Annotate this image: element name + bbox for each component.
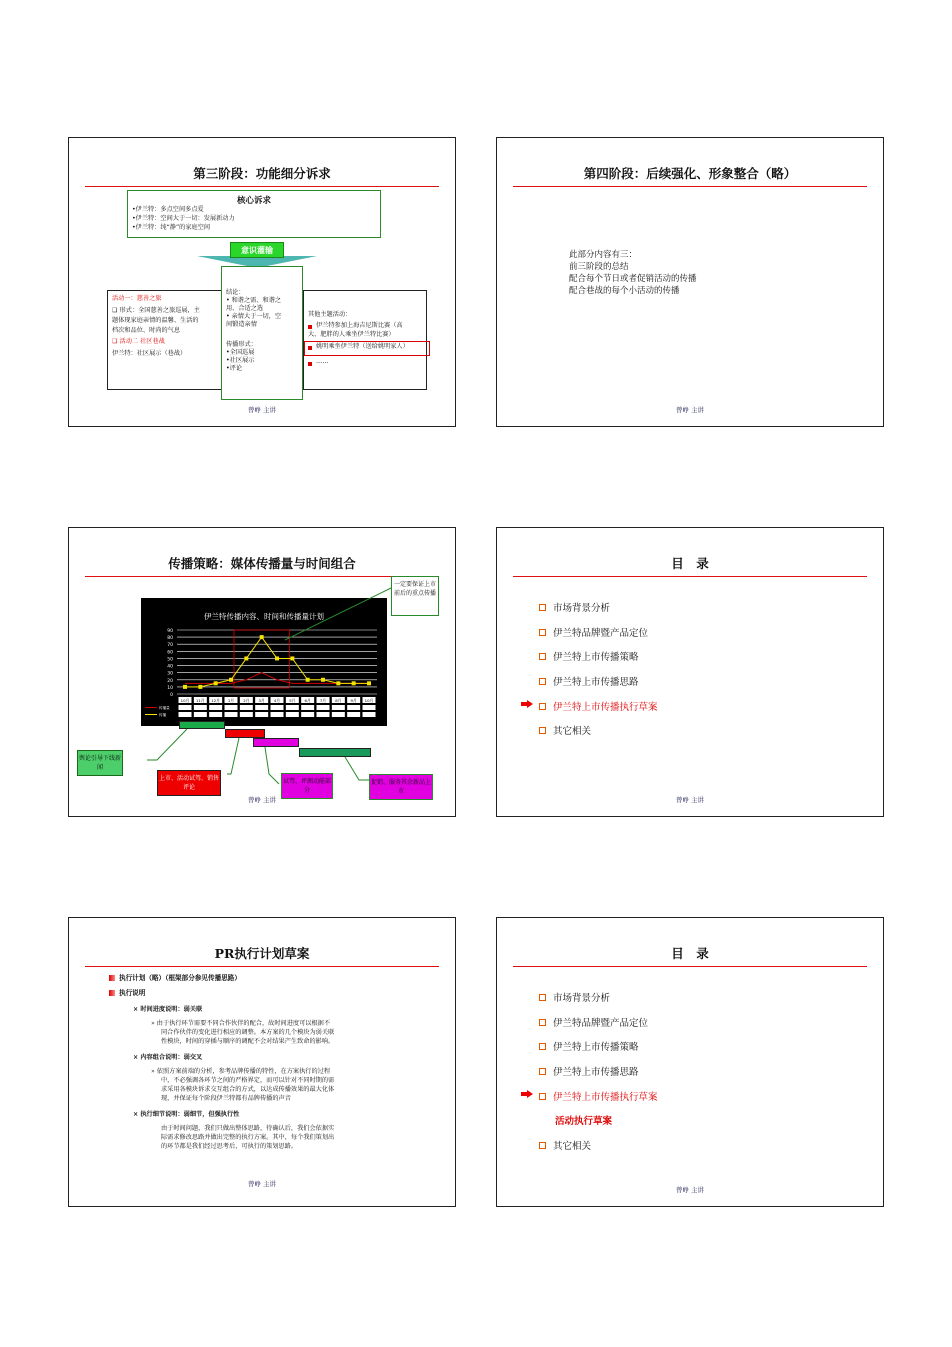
conclusion-line: • 和谐之需、和谐之 (226, 297, 282, 304)
checkbox-icon (539, 629, 546, 636)
y-tick-label: 10 (167, 685, 173, 691)
conclusion-line: 间锻造亲情 (226, 321, 257, 328)
slide-toc-1 (496, 527, 884, 817)
slide-phase4 (496, 137, 884, 427)
core-appeal-line: •伊兰特：空间大于一切：发展新动力 (132, 215, 235, 222)
title-rule (85, 186, 439, 187)
content-line: 配合巷战的每个小活动的传播 (569, 286, 680, 296)
title-rule (513, 576, 867, 577)
slide-toc-2 (496, 917, 884, 1207)
toc-item-label: 伊兰特品牌暨产品定位 (553, 628, 649, 639)
toc-item-label: 伊兰特上市传播思路 (553, 1067, 639, 1078)
plan-text: 求采用各模块诉求交互组合的方式，以达成传播效果的最大化体 (161, 1086, 335, 1093)
toc-item-label: 伊兰特品牌暨产品定位 (553, 1018, 649, 1029)
bullet-icon (109, 975, 115, 981)
toc-item[interactable] (539, 723, 591, 737)
bullet-icon (308, 362, 312, 366)
plan-text: 现，并保证每个阶段伊兰特都有品牌传播的声音 (161, 1095, 291, 1102)
toc-item-label: 市场背景分析 (553, 993, 611, 1004)
conclusion-line: •评论 (226, 365, 243, 372)
slide-footer: 曾峥 主讲 (675, 1186, 705, 1194)
toc-item[interactable] (539, 990, 610, 1004)
toc-item-active[interactable] (539, 699, 658, 713)
x-tick-label: 3月 (258, 697, 265, 703)
slide-footer: 曾峥 主讲 (675, 406, 705, 414)
y-tick-label: 40 (167, 664, 173, 670)
x-tick-label: 1月 (227, 697, 235, 703)
y-tick-label: 80 (167, 636, 173, 642)
x-tick-label: 11月 (196, 697, 205, 703)
x-tick-label: 10月 (180, 697, 190, 703)
slide-footer: 曾峥 主讲 (247, 406, 277, 414)
checkbox-icon (539, 1019, 546, 1026)
left-activity-box (107, 290, 229, 390)
plan-text: 的环节都是我们经过思考后，可执行的策划思路。 (161, 1143, 298, 1150)
slide-phase3 (68, 137, 456, 427)
title-rule (513, 186, 867, 187)
toc-item-label: 伊兰特上市传播执行草案 (553, 1092, 658, 1103)
toc-item[interactable] (539, 1015, 648, 1029)
bullet-icon (109, 990, 115, 996)
slide-title: 第四阶段：后续强化、形象整合（略） (583, 166, 797, 181)
plan-text: 同合作伙伴的变化进行相应的调整。本方案的几个模块为弱关联 (161, 1029, 335, 1036)
y-tick-label: 70 (167, 643, 173, 649)
activity-line: 活动一：慈善之旅 (112, 295, 162, 302)
toc-item-label: 伊兰特上市传播思路 (553, 677, 639, 688)
y-tick-label: 50 (167, 657, 173, 663)
x-tick-label: 10月 (364, 697, 374, 703)
slide-title: PR执行计划草案 (214, 946, 310, 961)
slide-footer: 曾峥 主讲 (675, 796, 705, 804)
checkbox-icon (539, 604, 546, 611)
label-test-text: 试驾、评测动能部分 (282, 778, 331, 794)
y-tick-label: 60 (167, 650, 173, 656)
toc-subitem[interactable]: 活动执行草案 (555, 1116, 613, 1127)
legend-label: 传播 (159, 713, 167, 717)
toc-item[interactable] (539, 674, 639, 688)
x-tick-label: 6月 (304, 697, 311, 703)
checkbox-icon (539, 653, 546, 660)
awareness-banner (230, 242, 284, 258)
label-launch-text: 上市、活动试驾、销售评论 (158, 775, 219, 791)
activity-line: 伊兰特：社区展示（巷战） (112, 350, 187, 357)
slide-title: 传播策略：媒体传播量与时间组合 (168, 556, 356, 571)
checkbox-icon (539, 1068, 546, 1075)
plan-text: » 依照方案前端的分析，参考品牌传播的特性，在方案执行的过程 (151, 1068, 331, 1075)
activity-line: ❑ 形式：全国慈善之旅巡展，主 (112, 307, 200, 314)
slide-title: 目 录 (671, 946, 709, 961)
content-line: 配合每个节日或者促销活动的传播 (569, 274, 697, 284)
bullet-icon (308, 325, 312, 329)
plan-subhead: × 执行细节说明：弱细节，但强执行性 (133, 1111, 240, 1118)
checkbox-icon (539, 727, 546, 734)
conclusion-line: •全国巡展 (226, 349, 255, 356)
plan-subhead: × 时间进度说明：弱关联 (133, 1006, 203, 1013)
conclusion-box (221, 266, 303, 400)
label-box-launch (157, 770, 221, 796)
conclusion-line: • 亲情大于一切，空 (226, 313, 282, 320)
content-line: 此部分内容有三： (569, 250, 638, 260)
current-arrow-icon (521, 1090, 533, 1098)
other-activity-line: 大、肥胖的人乘坐伊兰特比赛） (308, 331, 395, 338)
toc-item[interactable] (539, 1039, 639, 1053)
core-appeal-box (127, 190, 381, 238)
conclusion-line: 传播形式： (226, 341, 257, 348)
title-rule (513, 966, 867, 967)
x-tick-label: 5月 (289, 697, 296, 703)
callout-text: 一定要保证上市前后的重点传播 (393, 581, 436, 597)
toc-item[interactable] (539, 1138, 591, 1152)
toc-item[interactable] (539, 649, 639, 663)
activity-line: 题体现家庭亲情的温馨、生活的 (112, 317, 199, 324)
activity-line: ❑ 活动二 社区巷战 (112, 338, 165, 345)
toc-item-label: 伊兰特上市传播策略 (553, 652, 639, 663)
plan-bullet: 执行计划（略）（框架部分参见传播思路） (119, 974, 241, 982)
x-tick-label: 2月 (243, 697, 250, 703)
y-tick-label: 90 (167, 629, 173, 634)
toc-item[interactable] (539, 625, 648, 639)
conclusion-line: •社区展示 (226, 357, 255, 364)
checkbox-icon (539, 1043, 546, 1050)
core-appeal-line: •伊兰特：多点空间多点爱 (132, 206, 204, 213)
toc-item-label: 伊兰特上市传播执行草案 (553, 702, 658, 713)
checkbox-icon (539, 994, 546, 1001)
x-tick-label: 7月 (319, 697, 327, 703)
checkbox-icon (539, 1093, 546, 1100)
slide-media-strategy (68, 527, 456, 817)
x-tick-label: 8月 (335, 697, 342, 703)
current-arrow-icon (521, 700, 533, 708)
core-appeal-line: •伊兰特：纯“静”的家庭空间 (132, 224, 211, 231)
conclusion-line: 结论： (226, 289, 245, 296)
x-tick-label: 12月 (211, 697, 220, 703)
slide-pr-plan (68, 917, 456, 1207)
toc-item[interactable] (539, 600, 610, 614)
label-news-text: 舆论引导下线新闻 (78, 755, 121, 771)
x-tick-label: 4月 (273, 697, 281, 703)
conclusion-line: 用、合适之选 (226, 305, 264, 312)
x-tick-label: 9月 (350, 697, 357, 703)
other-activities-box (303, 290, 427, 390)
toc-item-active[interactable] (539, 1089, 658, 1103)
plan-text: 性模块，时间的穿插与顺序的调配不会对结果产生致命的影响。 (161, 1038, 335, 1045)
other-activity-line: 伊兰特参加上海吉尼斯比赛（高 (316, 322, 403, 329)
checkbox-icon (539, 703, 546, 710)
bullet-icon (308, 346, 312, 350)
plan-text: 由于时间问题，我们只做出整体思路，待确认后，我们会依据实 (161, 1125, 335, 1132)
plan-text: » 由于执行环节需要不同合作伙伴的配合，故时间进度可以根据不 (151, 1020, 331, 1027)
label-box-news (77, 750, 123, 776)
chart-title: 伊兰特传播内容、时间和传播量计划 (204, 612, 324, 621)
toc-item-label: 其它相关 (553, 726, 592, 737)
slide-footer: 曾峥 主讲 (247, 1180, 277, 1188)
toc-item[interactable] (539, 1064, 639, 1078)
plan-text: 际需求修改思路并做出完整的执行方案。其中，每个我们策划出 (161, 1134, 335, 1141)
toc-item-label: 伊兰特上市传播策略 (553, 1042, 639, 1053)
plan-bullet: 执行说明 (119, 989, 146, 997)
slide-title: 目 录 (671, 556, 709, 571)
content-line: 前三阶段的总结 (569, 262, 629, 272)
plan-subhead: × 内容组合说明：弱交叉 (133, 1054, 203, 1061)
plan-text: 中，不必强调各环节之间的严格界定，而可以针对不同时期的需 (161, 1077, 335, 1084)
y-tick-label: 0 (170, 693, 173, 698)
y-tick-label: 20 (167, 678, 173, 684)
slide-footer: 曾峥 主讲 (247, 796, 277, 804)
awareness-label: 意识灌输 (241, 246, 273, 255)
legend-label: 传播量 (159, 706, 170, 710)
core-appeal-title: 核心诉求 (236, 196, 271, 206)
slide-title: 第三阶段：功能细分诉求 (193, 166, 331, 181)
other-activity-more: …… (316, 358, 329, 365)
checkbox-icon (539, 1142, 546, 1149)
checkbox-icon (539, 678, 546, 685)
label-promo-text: 促销、服务其余新品上市 (370, 779, 431, 795)
other-activities-head: 其他主题活动： (308, 311, 352, 318)
title-rule (85, 966, 439, 967)
other-activity-highlight: 姚明乘坐伊兰特（送给姚明家人） (316, 343, 409, 350)
toc-item-label: 市场背景分析 (553, 603, 611, 614)
y-tick-label: 30 (167, 671, 173, 677)
activity-line: 档次和品位、时尚的气息 (112, 327, 181, 334)
toc-item-label: 其它相关 (553, 1141, 592, 1152)
